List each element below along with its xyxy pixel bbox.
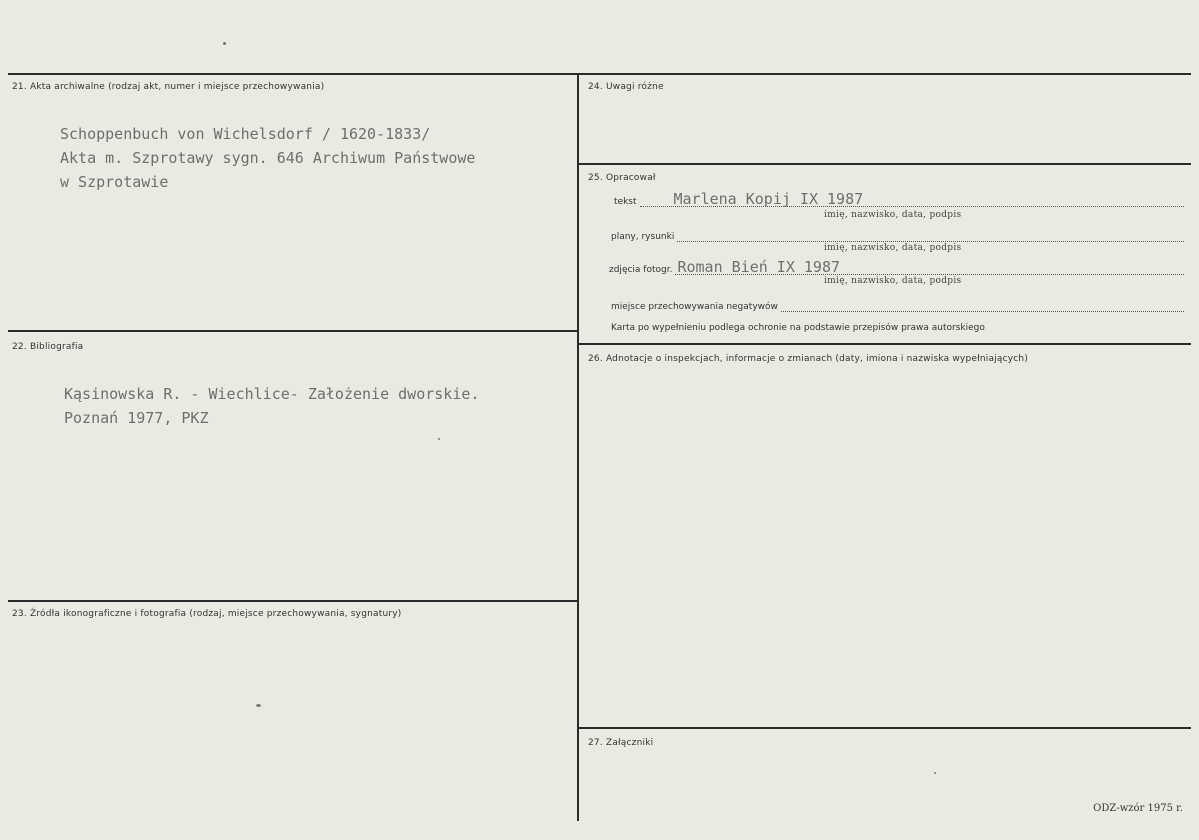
zdjecia-caption: imię, nazwisko, data, podpis [824, 276, 962, 286]
section-22-line-2: Poznań 1977, PKZ [64, 409, 209, 427]
paper-speck [934, 772, 936, 774]
section-21-label: 21. Akta archiwalne (rodzaj akt, numer i miejsce przechowywania) [12, 82, 325, 92]
negatywy-line [781, 295, 1184, 312]
zdjecia-field [609, 258, 1184, 275]
tekst-field [614, 190, 1184, 207]
form-version-footer: ODZ-wzór 1975 r. [1093, 803, 1183, 814]
plany-caption: imię, nazwisko, data, podpis [824, 243, 962, 253]
section-25-label: 25. Opracował [588, 173, 656, 183]
section-22-label: 22. Bibliografia [12, 342, 84, 352]
plany-field [611, 225, 1184, 242]
paper-speck [256, 704, 261, 707]
center-divider [577, 73, 579, 821]
divider-24-25 [579, 163, 1191, 165]
section-21-line-2: Akta m. Szprotawy sygn. 646 Archiwum Państwowe [60, 149, 476, 167]
section-23-label: 23. Źródła ikonograficzne i fotografia (rodzaj, miejsce przechowywania, sygnatury) [12, 609, 402, 619]
zdjecia-line [675, 258, 1184, 275]
section-21-line-3: w Szprotawie [60, 173, 169, 191]
top-rule [8, 73, 1191, 75]
negatywy-field [611, 295, 1184, 312]
paper-speck [438, 438, 440, 440]
plany-label: plany, rysunki [611, 232, 675, 242]
divider-25-26 [579, 343, 1191, 345]
copyright-note: Karta po wypełnieniu podlega ochronie na podstawie przepisów prawa autorskiego [611, 323, 985, 333]
tekst-line [640, 190, 1185, 207]
zdjecia-label: zdjęcia fotogr. [609, 265, 673, 275]
section-22-line-1: Kąsinowska R. - Wiechlice- Założenie dworskie. [64, 385, 480, 403]
section-27-label: 27. Załączniki [588, 738, 654, 748]
divider-26-27 [579, 727, 1191, 729]
divider-22-23 [8, 600, 577, 602]
tekst-caption: imię, nazwisko, data, podpis [824, 210, 962, 220]
divider-21-22 [8, 330, 577, 332]
plany-line [677, 225, 1184, 242]
section-26-label: 26. Adnotacje o inspekcjach, informacje o zmianach (daty, imiona i nazwiska wypełniających) [588, 354, 1029, 364]
zdjecia-value: Roman Bień IX 1987 [677, 258, 841, 276]
section-21-line-1: Schoppenbuch von Wichelsdorf / 1620-1833/ [60, 125, 431, 143]
negatywy-label: miejsce przechowywania negatywów [611, 302, 778, 312]
tekst-label: tekst [614, 197, 637, 207]
section-24-label: 24. Uwagi różne [588, 82, 664, 92]
tekst-value: Marlena Kopij IX 1987 [673, 190, 864, 208]
paper-speck [223, 42, 226, 45]
